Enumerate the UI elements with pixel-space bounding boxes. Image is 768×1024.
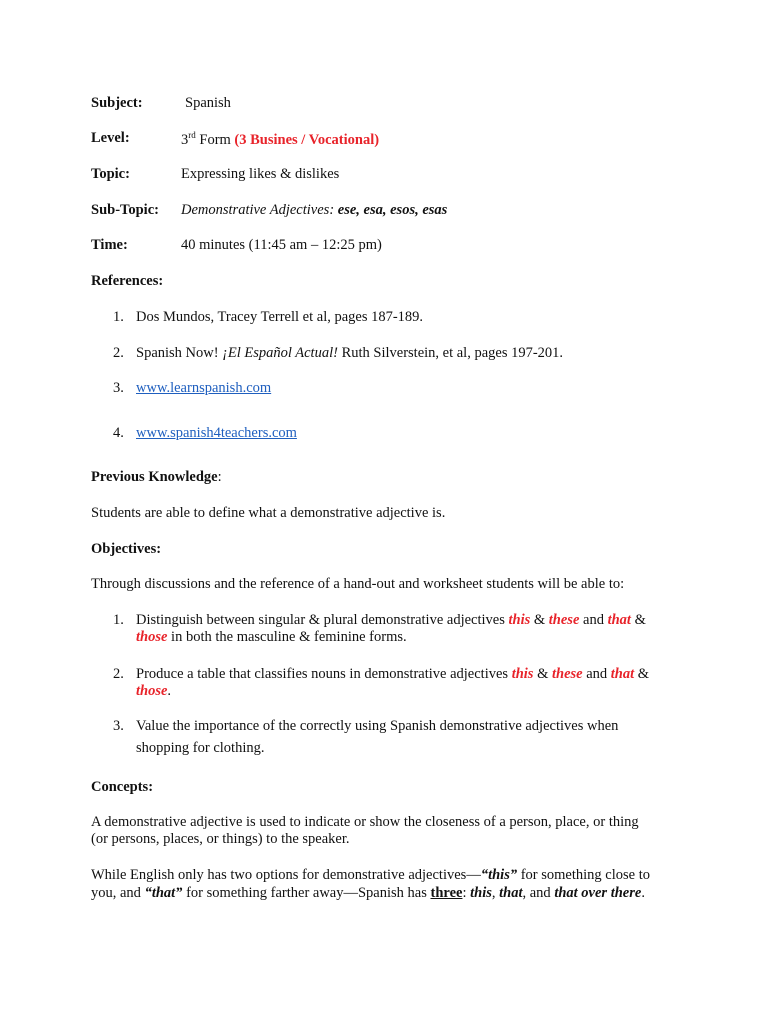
- concepts-text: for something close to: [517, 867, 650, 883]
- references-heading: References:: [91, 273, 164, 289]
- objective-number: 1.: [113, 612, 124, 628]
- level-form: Form: [195, 131, 235, 148]
- word-these: these: [551, 666, 583, 682]
- word-these: these: [548, 612, 580, 628]
- reference-number: 2.: [113, 345, 124, 361]
- reference-item: Dos Mundos, Tracey Terrell et al, pages 187-189.: [136, 309, 424, 325]
- reference-text: Spanish Now!: [136, 345, 223, 361]
- concepts-text: While English only has two options for demonstrative adjectives—: [91, 867, 481, 883]
- concepts-p2-line1: [91, 867, 650, 884]
- concepts-text: you, and: [91, 885, 145, 901]
- objective-text: &: [630, 612, 646, 628]
- reference-text: Ruth Silverstein, et al, pages 197-201.: [337, 345, 564, 361]
- reference-book-title: ¡El Español Actual!: [222, 345, 338, 361]
- concepts-text: , and: [522, 885, 555, 901]
- objective-item-line2: [136, 629, 407, 646]
- subtopic-value: [181, 202, 447, 219]
- concepts-p1-line1: A demonstrative adjective is used to indicate or show the closeness of a person, place, or thing: [91, 814, 639, 830]
- objective-item-line1: [136, 666, 649, 683]
- word-this: this: [511, 666, 534, 682]
- learnspanish-link[interactable]: www.learnspanish.com: [136, 380, 272, 396]
- word-that: that: [499, 885, 523, 901]
- reference-number: 4.: [113, 425, 124, 441]
- objective-number: 2.: [113, 666, 124, 682]
- objective-text: &: [634, 666, 650, 682]
- subject-value: Spanish: [185, 95, 231, 111]
- word-those: those: [136, 629, 168, 645]
- concepts-p1-line2: (or persons, places, or things) to the speaker.: [91, 831, 350, 847]
- objectives-heading: Objectives:: [91, 541, 162, 557]
- word-three: three: [430, 885, 463, 901]
- reference-item: [136, 345, 563, 362]
- objective-text: &: [533, 666, 552, 682]
- reference-link-item: [136, 380, 271, 397]
- time-label: Time:: [91, 237, 128, 253]
- previous-knowledge-text: Students are able to define what a demonstrative adjective is.: [91, 505, 446, 521]
- quote-that: “that”: [144, 885, 183, 901]
- reference-link-item: [136, 425, 297, 442]
- concepts-text: for something farther away—Spanish has: [182, 885, 431, 901]
- level-track: (3 Busines / Vocational): [234, 131, 380, 148]
- word-this: this: [508, 612, 531, 628]
- concepts-text: .: [641, 885, 645, 901]
- objective-text: Distinguish between singular & plural demonstrative adjectives: [136, 612, 509, 628]
- topic-label: Topic:: [91, 166, 130, 182]
- subtopic-title: Demonstrative Adjectives:: [181, 202, 338, 218]
- subtopic-label: Sub-Topic:: [91, 202, 159, 218]
- level-suffix: rd: [188, 130, 196, 140]
- objective-item-line2: shopping for clothing.: [136, 740, 265, 756]
- objective-text: &: [530, 612, 549, 628]
- word-that-over-there: that over there: [554, 885, 642, 901]
- level-label: Level:: [91, 130, 130, 146]
- reference-number: 1.: [113, 309, 124, 325]
- word-that: that: [607, 612, 631, 628]
- spanish4teachers-link[interactable]: www.spanish4teachers.com: [136, 425, 297, 441]
- concepts-text: ,: [491, 885, 500, 901]
- concepts-p2-line2: [91, 885, 645, 902]
- word-that: that: [610, 666, 635, 682]
- topic-value: Expressing likes & dislikes: [181, 166, 340, 182]
- concepts-heading: Concepts:: [91, 779, 154, 795]
- objective-item-line2: [136, 683, 171, 700]
- level-number: 3: [181, 131, 189, 148]
- objective-item-line1: [136, 612, 646, 629]
- previous-knowledge-heading: [91, 469, 222, 486]
- concepts-text: :: [462, 885, 471, 901]
- objective-text: Produce a table that classifies nouns in demonstrative adjectives: [136, 666, 512, 682]
- objective-text: in both the masculine & feminine forms.: [167, 629, 407, 645]
- time-value: 40 minutes (11:45 am – 12:25 pm): [181, 237, 382, 253]
- objective-text: and: [582, 666, 611, 682]
- previous-knowledge-colon: :: [217, 469, 222, 485]
- reference-number: 3.: [113, 380, 124, 396]
- objectives-intro: Through discussions and the reference of a hand-out and worksheet students will be able to:: [91, 576, 625, 592]
- subject-label: Subject:: [91, 95, 143, 111]
- objective-text: .: [167, 683, 172, 699]
- word-those: those: [136, 683, 168, 699]
- objective-number: 3.: [113, 718, 124, 734]
- level-value: [181, 130, 379, 149]
- subtopic-words: ese, esa, esos, esas: [337, 202, 448, 218]
- word-this: this: [470, 885, 492, 901]
- previous-knowledge-title: Previous Knowledge: [91, 469, 218, 485]
- objective-item-line1: Value the importance of the correctly using Spanish demonstrative adjectives when: [136, 718, 619, 734]
- quote-this: “this”: [480, 867, 518, 883]
- objective-text: and: [579, 612, 608, 628]
